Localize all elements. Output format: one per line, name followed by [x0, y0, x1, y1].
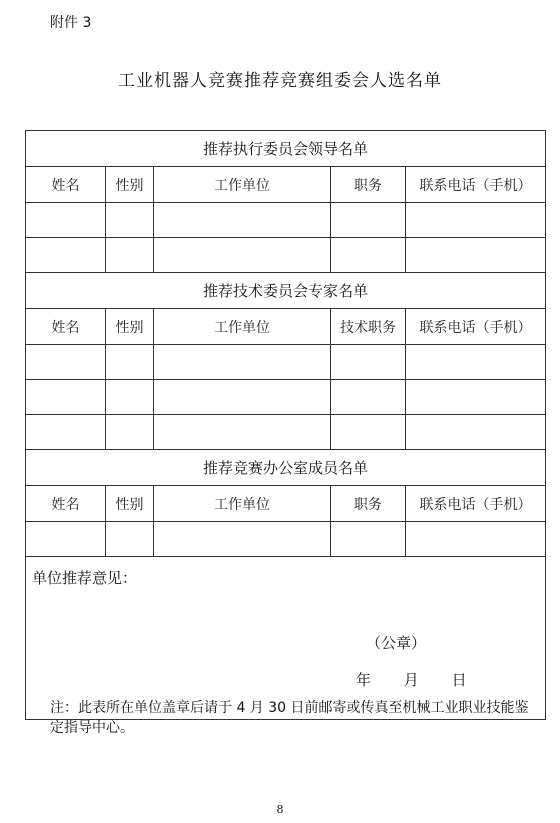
cell-position[interactable]: [331, 238, 406, 273]
cell-position[interactable]: [331, 203, 406, 238]
cell-name[interactable]: [26, 203, 106, 238]
section-technical-title-row: [26, 273, 546, 309]
header-name: 姓名: [26, 309, 106, 345]
cell-phone[interactable]: [406, 238, 546, 273]
cell-work-unit[interactable]: [154, 415, 331, 450]
header-name: 姓名: [26, 486, 106, 522]
header-technical-position: 技术职务: [331, 309, 406, 345]
cell-phone[interactable]: [406, 345, 546, 380]
section-office-header-row: [26, 486, 546, 522]
cell-work-unit[interactable]: [154, 345, 331, 380]
nomination-form-table: [25, 130, 546, 720]
header-position: 职务: [331, 167, 406, 203]
cell-position[interactable]: [331, 522, 406, 557]
cell-phone[interactable]: [406, 415, 546, 450]
cell-gender[interactable]: [106, 238, 154, 273]
table-row: [26, 203, 546, 238]
cell-phone[interactable]: [406, 203, 546, 238]
section-office-title: 推荐竞赛办公室成员名单: [26, 450, 546, 486]
cell-work-unit[interactable]: [154, 203, 331, 238]
table-row: [26, 415, 546, 450]
date-line: [356, 669, 495, 690]
cell-work-unit[interactable]: [154, 380, 331, 415]
cell-name[interactable]: [26, 238, 106, 273]
month-label: 月: [403, 671, 419, 689]
table-row: [26, 238, 546, 273]
year-label: 年: [356, 671, 372, 689]
cell-gender[interactable]: [106, 522, 154, 557]
section-technical-header-row: [26, 309, 546, 345]
cell-phone[interactable]: [406, 380, 546, 415]
header-name: 姓名: [26, 167, 106, 203]
cell-gender[interactable]: [106, 345, 154, 380]
footnote: 注：此表所在单位盖章后请于 4 月 30 日前邮寄或传真至机械工业职业技能鉴定指导中心。: [50, 700, 529, 736]
header-phone: 联系电话（手机）: [406, 309, 546, 345]
section-technical-title: 推荐技术委员会专家名单: [26, 273, 546, 309]
header-gender: 性别: [106, 486, 154, 522]
cell-phone[interactable]: [406, 522, 546, 557]
header-phone: 联系电话（手机）: [406, 167, 546, 203]
header-work-unit: 工作单位: [154, 167, 331, 203]
header-phone: 联系电话（手机）: [406, 486, 546, 522]
header-gender: 性别: [106, 309, 154, 345]
cell-name[interactable]: [26, 380, 106, 415]
header-position: 职务: [331, 486, 406, 522]
official-seal-label: （公章）: [366, 634, 427, 652]
opinion-row: [26, 557, 546, 720]
attachment-label: 附件 3: [50, 15, 92, 31]
table-row: [26, 380, 546, 415]
cell-gender[interactable]: [106, 203, 154, 238]
page-title: 工业机器人竞赛推荐竞赛组委会人选名单: [118, 71, 442, 91]
section-executive-title: 推荐执行委员会领导名单: [26, 131, 546, 167]
header-work-unit: 工作单位: [154, 309, 331, 345]
cell-position[interactable]: [331, 415, 406, 450]
cell-name[interactable]: [26, 522, 106, 557]
cell-name[interactable]: [26, 345, 106, 380]
table-row: [26, 522, 546, 557]
section-executive-title-row: [26, 131, 546, 167]
page-number: 8: [276, 803, 284, 816]
cell-name[interactable]: [26, 415, 106, 450]
cell-gender[interactable]: [106, 415, 154, 450]
section-executive-header-row: [26, 167, 546, 203]
opinion-cell[interactable]: [26, 557, 546, 720]
cell-position[interactable]: [331, 380, 406, 415]
section-office-title-row: [26, 450, 546, 486]
cell-work-unit[interactable]: [154, 238, 331, 273]
cell-gender[interactable]: [106, 380, 154, 415]
cell-position[interactable]: [331, 345, 406, 380]
opinion-label: 单位推荐意见：: [32, 569, 138, 587]
day-label: 日: [451, 671, 467, 689]
cell-work-unit[interactable]: [154, 522, 331, 557]
header-work-unit: 工作单位: [154, 486, 331, 522]
table-row: [26, 345, 546, 380]
header-gender: 性别: [106, 167, 154, 203]
